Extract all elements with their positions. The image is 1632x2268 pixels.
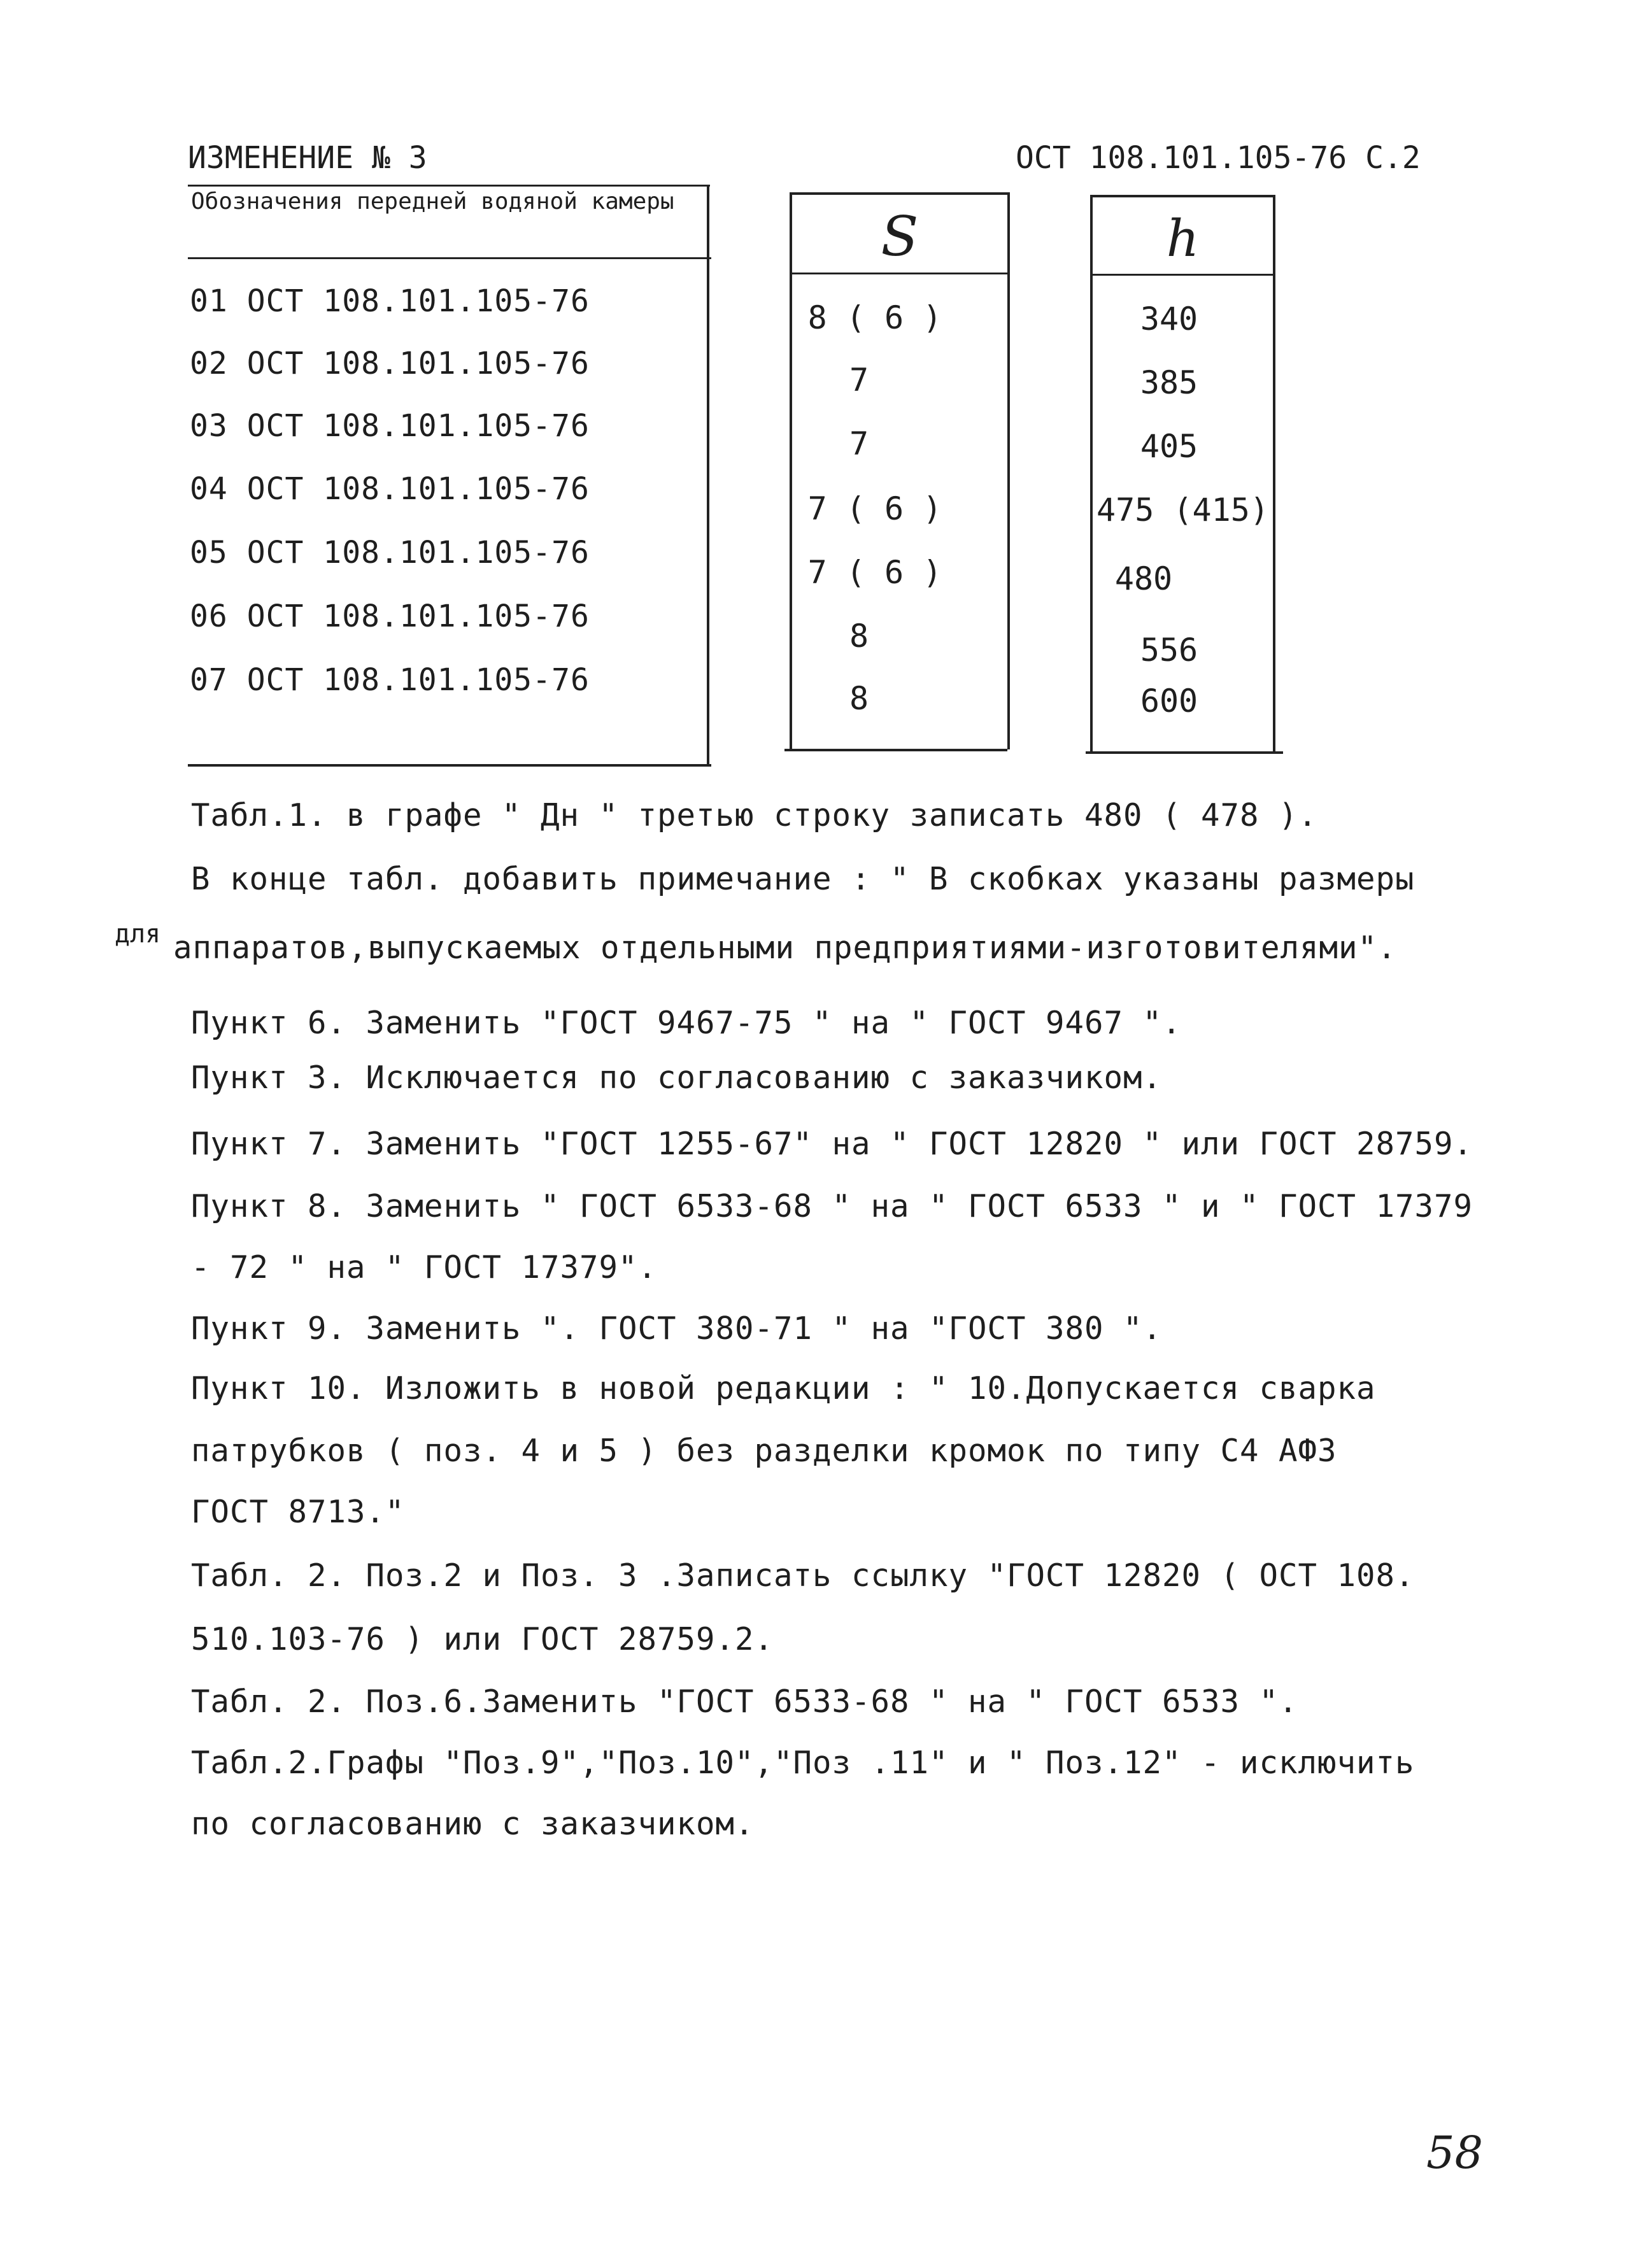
- table-cell-h: 556: [1140, 632, 1198, 669]
- text-line-table1-column: Табл.1. в графе " Дн " третью строку записать 480 ( 478 ).: [191, 797, 1318, 833]
- table-cell-h: 340: [1140, 301, 1198, 337]
- s-column-bottom-border: [784, 749, 1007, 751]
- text-line-table2-pos2-cont: 510.103-76 ) или ГОСТ 28759.2.: [191, 1621, 774, 1657]
- table-cell-s: 8: [849, 680, 869, 717]
- text-line-item10-end: ГОСТ 8713.": [191, 1494, 405, 1530]
- text-line-table2-pos2: Табл. 2. Поз.2 и Поз. 3 .Записать ссылку "ГОСТ 12820 ( ОСТ 108.: [191, 1557, 1415, 1594]
- table-cell-h: 385: [1140, 364, 1198, 401]
- s-column-right-border: [1007, 192, 1010, 749]
- text-line-table2-columns-cont: по согласованию с заказчиком.: [191, 1806, 755, 1842]
- s-column-header: S: [881, 205, 919, 269]
- table-cell-s: 8: [849, 618, 869, 655]
- table-cell-s: 7 ( 6 ): [807, 554, 942, 591]
- text-line-item8: Пункт 8. Заменить " ГОСТ 6533-68 " на " ГОСТ 6533 " и " ГОСТ 17379: [191, 1188, 1473, 1224]
- text-line-item9: Пункт 9. Заменить ". ГОСТ 380-71 " на "ГОСТ 380 ".: [191, 1310, 1163, 1347]
- table-col1-top-border: [188, 185, 710, 187]
- document-designation: ОСТ 108.101.105-76 С.2: [1016, 140, 1421, 176]
- h-column-top-border: [1090, 195, 1275, 197]
- designation-column-header: Обозначения передней водяной камеры: [191, 188, 674, 215]
- table-cell-s: 7 ( 6 ): [807, 490, 942, 527]
- text-line-item6: Пункт 6. Заменить "ГОСТ 9467-75 " на " ГОСТ 9467 ".: [191, 1005, 1182, 1041]
- table-row-designation: 04 ОСТ 108.101.105-76: [190, 471, 590, 507]
- table-row-designation: 01 ОСТ 108.101.105-76: [190, 283, 590, 319]
- h-column-header: h: [1166, 209, 1200, 268]
- text-line-item10: Пункт 10. Изложить в новой редакции : " 10.Допускается сварка: [191, 1370, 1376, 1407]
- text-line-table2-columns: Табл.2.Графы "Поз.9","Поз.10","Поз .11" и " Поз.12" - исключить: [191, 1745, 1415, 1781]
- s-column-header-rule: [790, 273, 1009, 274]
- s-column-top-border: [790, 192, 1009, 195]
- table-row-designation: 07 ОСТ 108.101.105-76: [190, 662, 590, 698]
- table-row-designation: 03 ОСТ 108.101.105-76: [190, 408, 590, 444]
- text-line-item8-cont: - 72 " на " ГОСТ 17379".: [191, 1249, 658, 1286]
- table-cell-s: 7: [849, 425, 869, 462]
- table-cell-h: 600: [1140, 683, 1198, 719]
- table-cell-h: 480: [1114, 560, 1173, 597]
- table-col1-header-rule: [188, 257, 711, 259]
- page-number: 58: [1426, 2127, 1484, 2179]
- table-cell-h: 475 (415): [1096, 492, 1269, 528]
- change-number: ИЗМЕНЕНИЕ № 3: [188, 140, 427, 176]
- text-line-table2-pos6: Табл. 2. Поз.6.Заменить "ГОСТ 6533-68 " на " ГОСТ 6533 ".: [191, 1683, 1298, 1720]
- table-cell-s: 8 ( 6 ): [807, 299, 942, 336]
- table-row-designation: 02 ОСТ 108.101.105-76: [190, 346, 590, 381]
- text-line-note-add: В конце табл. добавить примечание : " В скобках указаны размеры: [191, 861, 1415, 897]
- h-column-header-rule: [1090, 274, 1275, 276]
- table-cell-s: 7: [849, 362, 869, 399]
- text-line-item7: Пункт 7. Заменить "ГОСТ 1255-67" на " ГОСТ 12820 " или ГОСТ 28759.: [191, 1126, 1473, 1162]
- text-line-note-body: аппаратов,выпускаемых отдельными предприятиями-изготовителями".: [173, 930, 1397, 966]
- table-row-designation: 06 ОСТ 108.101.105-76: [190, 599, 590, 634]
- margin-note: для: [115, 919, 161, 949]
- table-row-designation: 05 ОСТ 108.101.105-76: [190, 535, 590, 571]
- table-cell-h: 405: [1140, 428, 1198, 465]
- h-column-bottom-border: [1086, 751, 1283, 754]
- s-column-left-border: [790, 192, 792, 749]
- h-column-right-border: [1273, 195, 1275, 752]
- text-line-item10-cont: патрубков ( поз. 4 и 5 ) без разделки кромок по типу С4 АФ3: [191, 1433, 1337, 1469]
- table-col1-bottom-border: [188, 764, 711, 767]
- table-col1-right-border: [707, 186, 709, 765]
- text-line-item3: Пункт 3. Исключается по согласованию с заказчиком.: [191, 1060, 1163, 1096]
